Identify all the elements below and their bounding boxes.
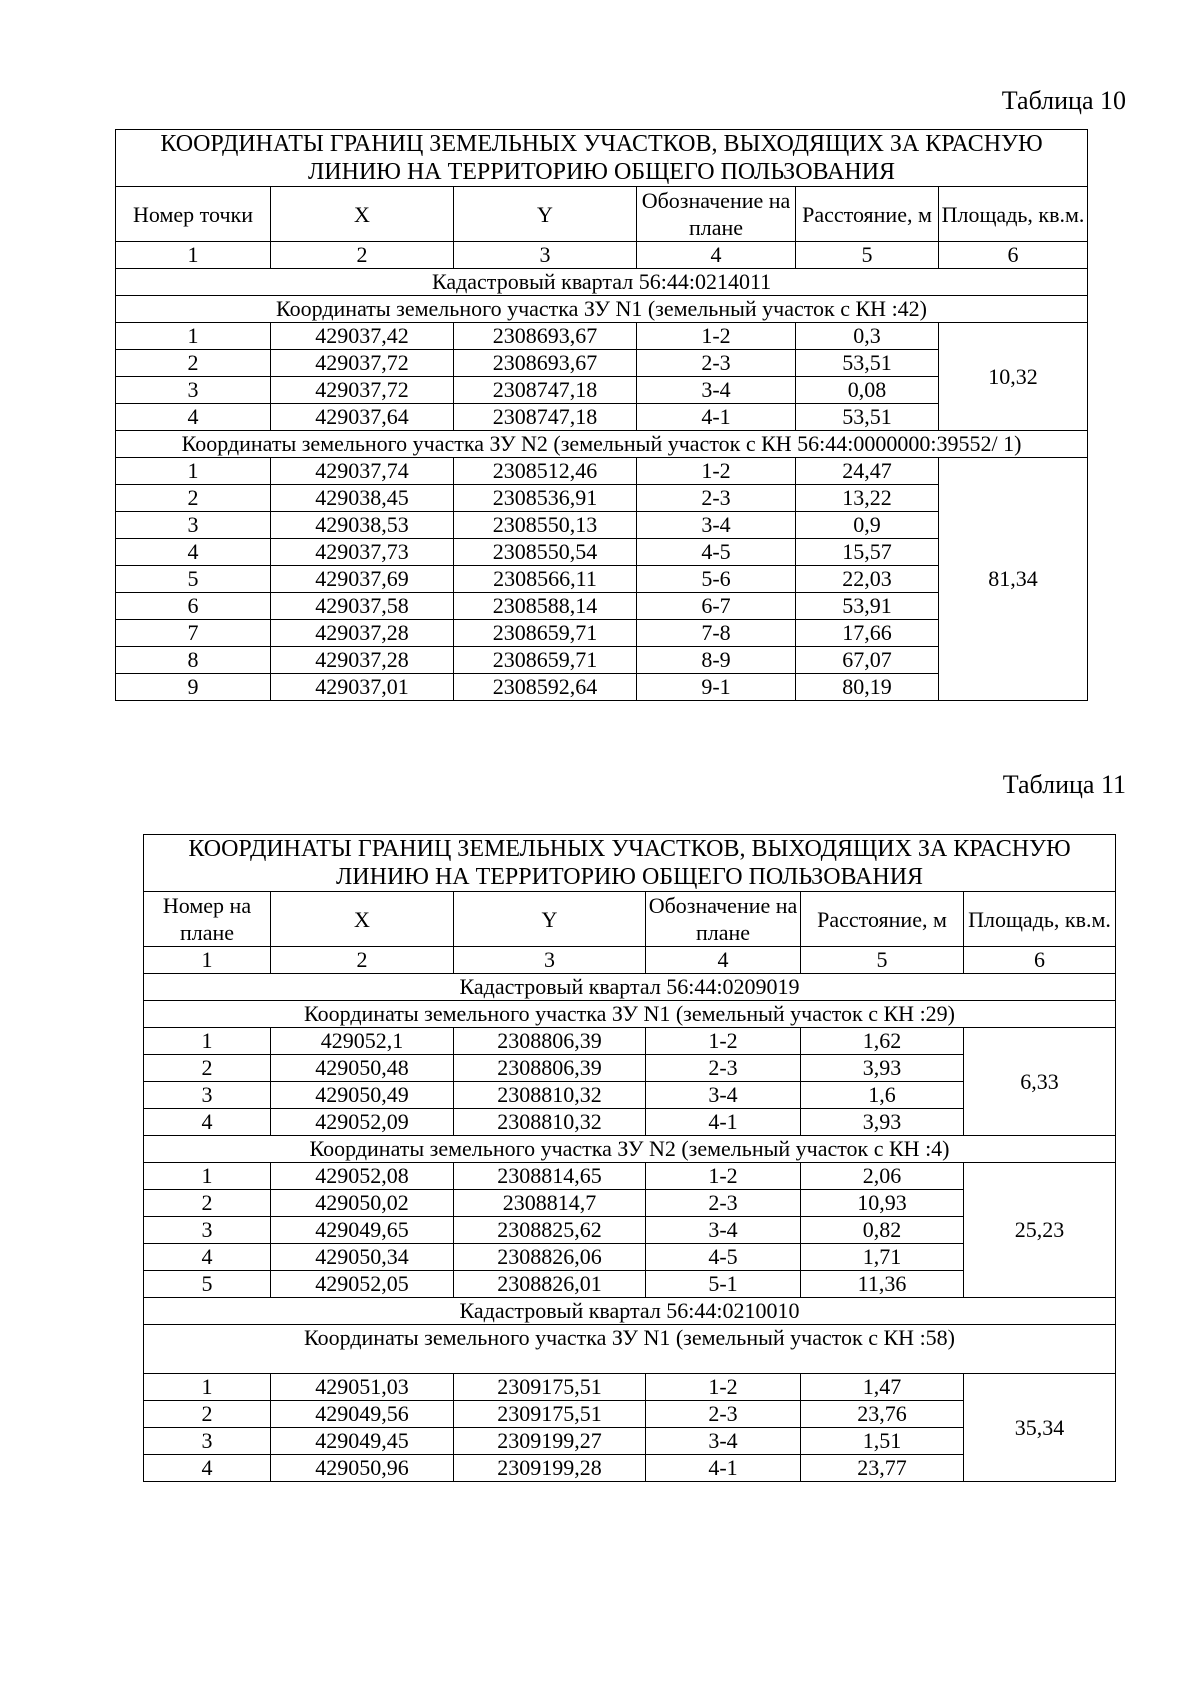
plot-title: Координаты земельного участка ЗУ N1 (земельный участок с КН :29) <box>144 1001 1116 1028</box>
table-title-row <box>116 130 1088 187</box>
column-number-row <box>116 242 1088 269</box>
segment: 3-4 <box>637 377 796 404</box>
column-number: 1 <box>116 242 271 269</box>
point-number: 4 <box>144 1455 271 1482</box>
point-number: 6 <box>116 593 271 620</box>
coord-y: 2308659,71 <box>454 620 637 647</box>
segment: 3-4 <box>646 1217 801 1244</box>
column-number: 6 <box>964 947 1116 974</box>
coord-x: 429050,96 <box>271 1455 454 1482</box>
table-row <box>116 458 1088 485</box>
distance: 0,3 <box>796 323 939 350</box>
segment: 4-1 <box>646 1109 801 1136</box>
distance: 53,51 <box>796 404 939 431</box>
column-header: Площадь, кв.м. <box>964 892 1116 947</box>
cadastral-quarter: Кадастровый квартал 56:44:0214011 <box>116 269 1088 296</box>
distance: 0,08 <box>796 377 939 404</box>
coord-y: 2308747,18 <box>454 404 637 431</box>
column-header: Номер на плане <box>144 892 271 947</box>
coord-y: 2308825,62 <box>454 1217 646 1244</box>
column-number: 3 <box>454 947 646 974</box>
segment: 1-2 <box>646 1028 801 1055</box>
coord-y: 2308810,32 <box>454 1082 646 1109</box>
point-number: 1 <box>116 323 271 350</box>
segment: 1-2 <box>637 458 796 485</box>
coord-x: 429037,72 <box>271 350 454 377</box>
segment: 4-1 <box>646 1455 801 1482</box>
table-11-caption: Таблица 11 <box>1002 770 1126 799</box>
coord-x: 429037,73 <box>271 539 454 566</box>
column-number: 5 <box>801 947 964 974</box>
point-number: 5 <box>144 1271 271 1298</box>
column-header: X <box>271 892 454 947</box>
column-header: Расстояние, м <box>801 892 964 947</box>
coord-y: 2309199,27 <box>454 1428 646 1455</box>
coord-x: 429051,03 <box>271 1374 454 1401</box>
coord-x: 429050,48 <box>271 1055 454 1082</box>
point-number: 2 <box>144 1055 271 1082</box>
coordinates-table-10 <box>115 129 1088 701</box>
segment: 4-5 <box>646 1244 801 1271</box>
point-number: 4 <box>116 404 271 431</box>
point-number: 2 <box>116 485 271 512</box>
distance: 0,82 <box>801 1217 964 1244</box>
coord-y: 2308826,01 <box>454 1271 646 1298</box>
coord-x: 429037,42 <box>271 323 454 350</box>
column-header: Обозначение на плане <box>646 892 801 947</box>
distance: 2,06 <box>801 1163 964 1190</box>
table-10-caption: Таблица 10 <box>1001 86 1126 115</box>
coord-x: 429037,74 <box>271 458 454 485</box>
coord-y: 2308810,32 <box>454 1109 646 1136</box>
coord-y: 2308550,54 <box>454 539 637 566</box>
plot-title-row <box>144 1325 1116 1374</box>
quarter-row <box>144 974 1116 1001</box>
distance: 1,51 <box>801 1428 964 1455</box>
coord-x: 429050,02 <box>271 1190 454 1217</box>
segment: 3-4 <box>646 1428 801 1455</box>
column-header: Расстояние, м <box>796 187 939 242</box>
plot-area: 25,23 <box>964 1163 1116 1298</box>
distance: 53,51 <box>796 350 939 377</box>
segment: 1-2 <box>646 1374 801 1401</box>
coord-x: 429052,08 <box>271 1163 454 1190</box>
column-number-row <box>144 947 1116 974</box>
coord-x: 429050,34 <box>271 1244 454 1271</box>
plot-area: 6,33 <box>964 1028 1116 1136</box>
plot-title-row <box>116 431 1088 458</box>
plot-title-row <box>144 1001 1116 1028</box>
distance: 10,93 <box>801 1190 964 1217</box>
coord-x: 429037,58 <box>271 593 454 620</box>
point-number: 3 <box>144 1428 271 1455</box>
table-title: КООРДИНАТЫ ГРАНИЦ ЗЕМЕЛЬНЫХ УЧАСТКОВ, ВЫХОДЯЩИХ ЗА КРАСНУЮ ЛИНИЮ НА ТЕРРИТОРИЮ ОБЩЕГО ПОЛЬЗОВАНИЯ <box>144 835 1116 892</box>
point-number: 1 <box>144 1028 271 1055</box>
table-row <box>144 1163 1116 1190</box>
coord-y: 2308826,06 <box>454 1244 646 1271</box>
column-header: Номер точки <box>116 187 271 242</box>
column-header-row <box>116 187 1088 242</box>
column-number: 4 <box>646 947 801 974</box>
quarter-row <box>116 269 1088 296</box>
segment: 2-3 <box>646 1401 801 1428</box>
column-number: 2 <box>271 242 454 269</box>
segment: 2-3 <box>637 485 796 512</box>
segment: 4-5 <box>637 539 796 566</box>
coord-y: 2308588,14 <box>454 593 637 620</box>
segment: 4-1 <box>637 404 796 431</box>
table-row <box>144 1374 1116 1401</box>
distance: 1,47 <box>801 1374 964 1401</box>
point-number: 1 <box>144 1163 271 1190</box>
coord-y: 2308592,64 <box>454 674 637 701</box>
coord-y: 2308814,65 <box>454 1163 646 1190</box>
distance: 0,9 <box>796 512 939 539</box>
table-title: КООРДИНАТЫ ГРАНИЦ ЗЕМЕЛЬНЫХ УЧАСТКОВ, ВЫХОДЯЩИХ ЗА КРАСНУЮ ЛИНИЮ НА ТЕРРИТОРИЮ ОБЩЕГО ПОЛЬЗОВАНИЯ <box>116 130 1088 187</box>
point-number: 3 <box>144 1082 271 1109</box>
cadastral-quarter: Кадастровый квартал 56:44:0209019 <box>144 974 1116 1001</box>
table-title-row <box>144 835 1116 892</box>
point-number: 3 <box>144 1217 271 1244</box>
plot-title: Координаты земельного участка ЗУ N1 (земельный участок с КН :42) <box>116 296 1088 323</box>
plot-title: Координаты земельного участка ЗУ N1 (земельный участок с КН :58) <box>144 1325 1116 1374</box>
point-number: 2 <box>116 350 271 377</box>
point-number: 2 <box>144 1190 271 1217</box>
column-number: 1 <box>144 947 271 974</box>
cadastral-quarter: Кадастровый квартал 56:44:0210010 <box>144 1298 1116 1325</box>
coord-y: 2308550,13 <box>454 512 637 539</box>
point-number: 4 <box>144 1109 271 1136</box>
column-number: 4 <box>637 242 796 269</box>
plot-title-row <box>116 296 1088 323</box>
segment: 2-3 <box>646 1055 801 1082</box>
distance: 1,6 <box>801 1082 964 1109</box>
coord-y: 2308512,46 <box>454 458 637 485</box>
point-number: 1 <box>116 458 271 485</box>
point-number: 9 <box>116 674 271 701</box>
segment: 5-1 <box>646 1271 801 1298</box>
plot-title: Координаты земельного участка ЗУ N2 (земельный участок с КН :4) <box>144 1136 1116 1163</box>
column-number: 2 <box>271 947 454 974</box>
point-number: 1 <box>144 1374 271 1401</box>
distance: 80,19 <box>796 674 939 701</box>
coord-x: 429052,09 <box>271 1109 454 1136</box>
column-number: 5 <box>796 242 939 269</box>
coord-y: 2308806,39 <box>454 1028 646 1055</box>
coord-x: 429052,1 <box>271 1028 454 1055</box>
coord-x: 429037,01 <box>271 674 454 701</box>
coord-y: 2309175,51 <box>454 1374 646 1401</box>
coord-y: 2308536,91 <box>454 485 637 512</box>
distance: 24,47 <box>796 458 939 485</box>
plot-area: 10,32 <box>939 323 1088 431</box>
coord-x: 429038,45 <box>271 485 454 512</box>
point-number: 7 <box>116 620 271 647</box>
point-number: 3 <box>116 377 271 404</box>
column-header-row <box>144 892 1116 947</box>
coord-x: 429052,05 <box>271 1271 454 1298</box>
segment: 1-2 <box>646 1163 801 1190</box>
column-header: Y <box>454 187 637 242</box>
distance: 1,62 <box>801 1028 964 1055</box>
coordinates-table-11 <box>143 834 1116 1482</box>
coord-x: 429049,45 <box>271 1428 454 1455</box>
segment: 7-8 <box>637 620 796 647</box>
distance: 22,03 <box>796 566 939 593</box>
column-header: Обозначение на плане <box>637 187 796 242</box>
segment: 8-9 <box>637 647 796 674</box>
segment: 3-4 <box>637 512 796 539</box>
segment: 3-4 <box>646 1082 801 1109</box>
coord-x: 429050,49 <box>271 1082 454 1109</box>
table-row <box>116 323 1088 350</box>
point-number: 4 <box>116 539 271 566</box>
coord-y: 2308806,39 <box>454 1055 646 1082</box>
distance: 23,77 <box>801 1455 964 1482</box>
table-row <box>144 1028 1116 1055</box>
coord-x: 429037,28 <box>271 647 454 674</box>
segment: 5-6 <box>637 566 796 593</box>
distance: 17,66 <box>796 620 939 647</box>
segment: 6-7 <box>637 593 796 620</box>
segment: 2-3 <box>637 350 796 377</box>
point-number: 5 <box>116 566 271 593</box>
segment: 2-3 <box>646 1190 801 1217</box>
column-header: X <box>271 187 454 242</box>
distance: 3,93 <box>801 1109 964 1136</box>
distance: 1,71 <box>801 1244 964 1271</box>
point-number: 3 <box>116 512 271 539</box>
coord-y: 2308659,71 <box>454 647 637 674</box>
plot-title-row <box>144 1136 1116 1163</box>
coord-y: 2308814,7 <box>454 1190 646 1217</box>
column-header: Y <box>454 892 646 947</box>
distance: 13,22 <box>796 485 939 512</box>
coord-x: 429037,72 <box>271 377 454 404</box>
distance: 3,93 <box>801 1055 964 1082</box>
point-number: 2 <box>144 1401 271 1428</box>
coord-y: 2308693,67 <box>454 323 637 350</box>
coord-y: 2309199,28 <box>454 1455 646 1482</box>
coord-y: 2308566,11 <box>454 566 637 593</box>
quarter-row <box>144 1298 1116 1325</box>
coord-x: 429049,65 <box>271 1217 454 1244</box>
distance: 53,91 <box>796 593 939 620</box>
coord-y: 2309175,51 <box>454 1401 646 1428</box>
plot-title: Координаты земельного участка ЗУ N2 (земельный участок с КН 56:44:0000000:39552/ 1) <box>116 431 1088 458</box>
point-number: 8 <box>116 647 271 674</box>
coord-x: 429049,56 <box>271 1401 454 1428</box>
column-header: Площадь, кв.м. <box>939 187 1088 242</box>
coord-x: 429038,53 <box>271 512 454 539</box>
segment: 9-1 <box>637 674 796 701</box>
coord-x: 429037,69 <box>271 566 454 593</box>
segment: 1-2 <box>637 323 796 350</box>
distance: 15,57 <box>796 539 939 566</box>
column-number: 6 <box>939 242 1088 269</box>
distance: 23,76 <box>801 1401 964 1428</box>
coord-y: 2308747,18 <box>454 377 637 404</box>
plot-area: 35,34 <box>964 1374 1116 1482</box>
coord-x: 429037,28 <box>271 620 454 647</box>
coord-x: 429037,64 <box>271 404 454 431</box>
distance: 11,36 <box>801 1271 964 1298</box>
coord-y: 2308693,67 <box>454 350 637 377</box>
plot-area: 81,34 <box>939 458 1088 701</box>
point-number: 4 <box>144 1244 271 1271</box>
distance: 67,07 <box>796 647 939 674</box>
column-number: 3 <box>454 242 637 269</box>
